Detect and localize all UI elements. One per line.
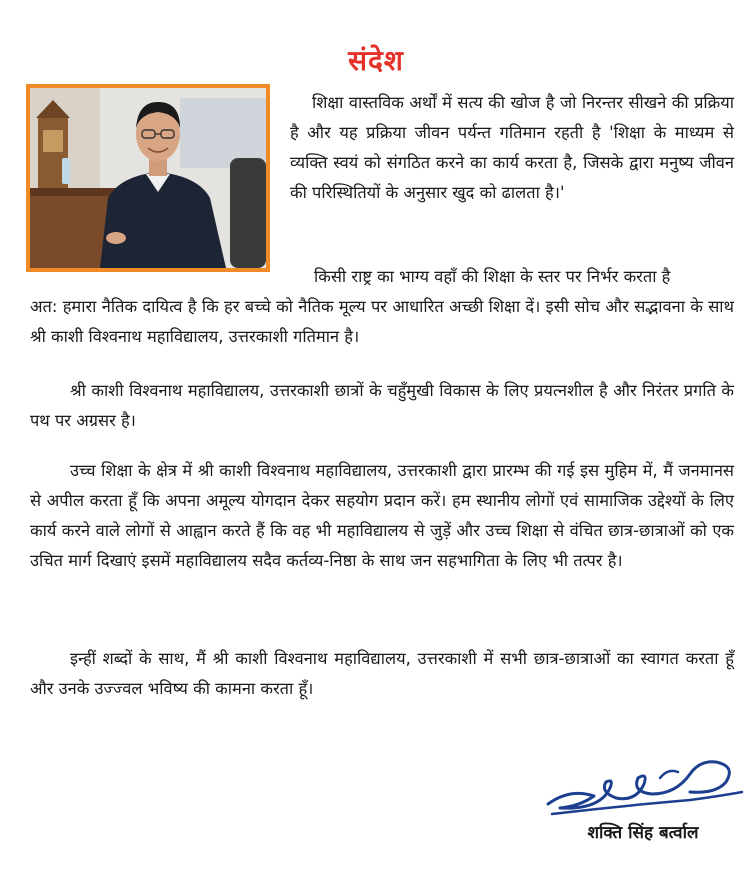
message-paragraph-4: उच्च शिक्षा के क्षेत्र में श्री काशी विश्वनाथ महाविद्यालय, उत्तरकाशी द्वारा प्रारम्भ की गई इस मुहिम में, मैं जनमानस से अपील करता हूँ कि अपना अमूल्य योगदान देकर सहयोग प्रदान करें। हम स्थानीय लोगों एवं सामाजिक उद्देश्यों के लिए कार्य करने वाले लोगों से आह्वान करते हैं कि वह भी महाविद्यालय से जुड़ें और उच्च शिक्षा से वंचित छात्र-छात्राओं को एक उचित मार्ग दिखाएं इसमें महाविद्यालय सदैव कर्तव्य-निष्ठा के साथ जन सहभागिता के लिए भी तत्पर है। bbox=[30, 461, 734, 570]
message-paragraph-2-lead: किसी राष्ट्र का भाग्य वहाँ की शिक्षा के स्तर पर निर्भर करता है bbox=[314, 267, 671, 286]
portrait-photo bbox=[26, 84, 270, 272]
message-paragraph-3: श्री काशी विश्वनाथ महाविद्यालय, उत्तरकाशी छात्रों के चहुँमुखी विकास के लिए प्रयत्नशील है और निरंतर प्रगति के पथ पर अग्रसर है। bbox=[30, 381, 734, 430]
message-paragraph-5: इन्हीं शब्दों के साथ, मैं श्री काशी विश्वनाथ महाविद्यालय, उत्तरकाशी में सभी छात्र-छात्राओं का स्वागत करता हूँ और उनके उज्ज्वल भविष्य की कामना करता हूँ। bbox=[30, 649, 734, 698]
message-paragraph-2-body: अत: हमारा नैतिक दायित्व है कि हर बच्चे को नैतिक मूल्य पर आधारित अच्छी शिक्षा दें। इसी सोच और सद्भावना के साथ श्री काशी विश्वनाथ महाविद्यालय, उत्तरकाशी गतिमान है। bbox=[30, 297, 734, 346]
message-paragraph-1: शिक्षा वास्तविक अर्थों में सत्य की खोज है जो निरन्तर सीखने की प्रक्रिया है और यह प्रक्रिया जीवन पर्यन्त गतिमान रहती है 'शिक्षा के माध्यम से व्यक्ति स्वयं को संगठित करने का कार्य करता है, जिसके द्वारा मनुष्य जीवन की परिस्थितियों के अनुसार खुद को ढालता है।' bbox=[290, 93, 734, 202]
page-title: संदेश bbox=[348, 43, 404, 77]
message-paragraph-2 bbox=[30, 262, 734, 352]
signature-mark bbox=[540, 748, 750, 820]
signer-name: शक्ति सिंह बर्त्वाल bbox=[587, 823, 699, 843]
